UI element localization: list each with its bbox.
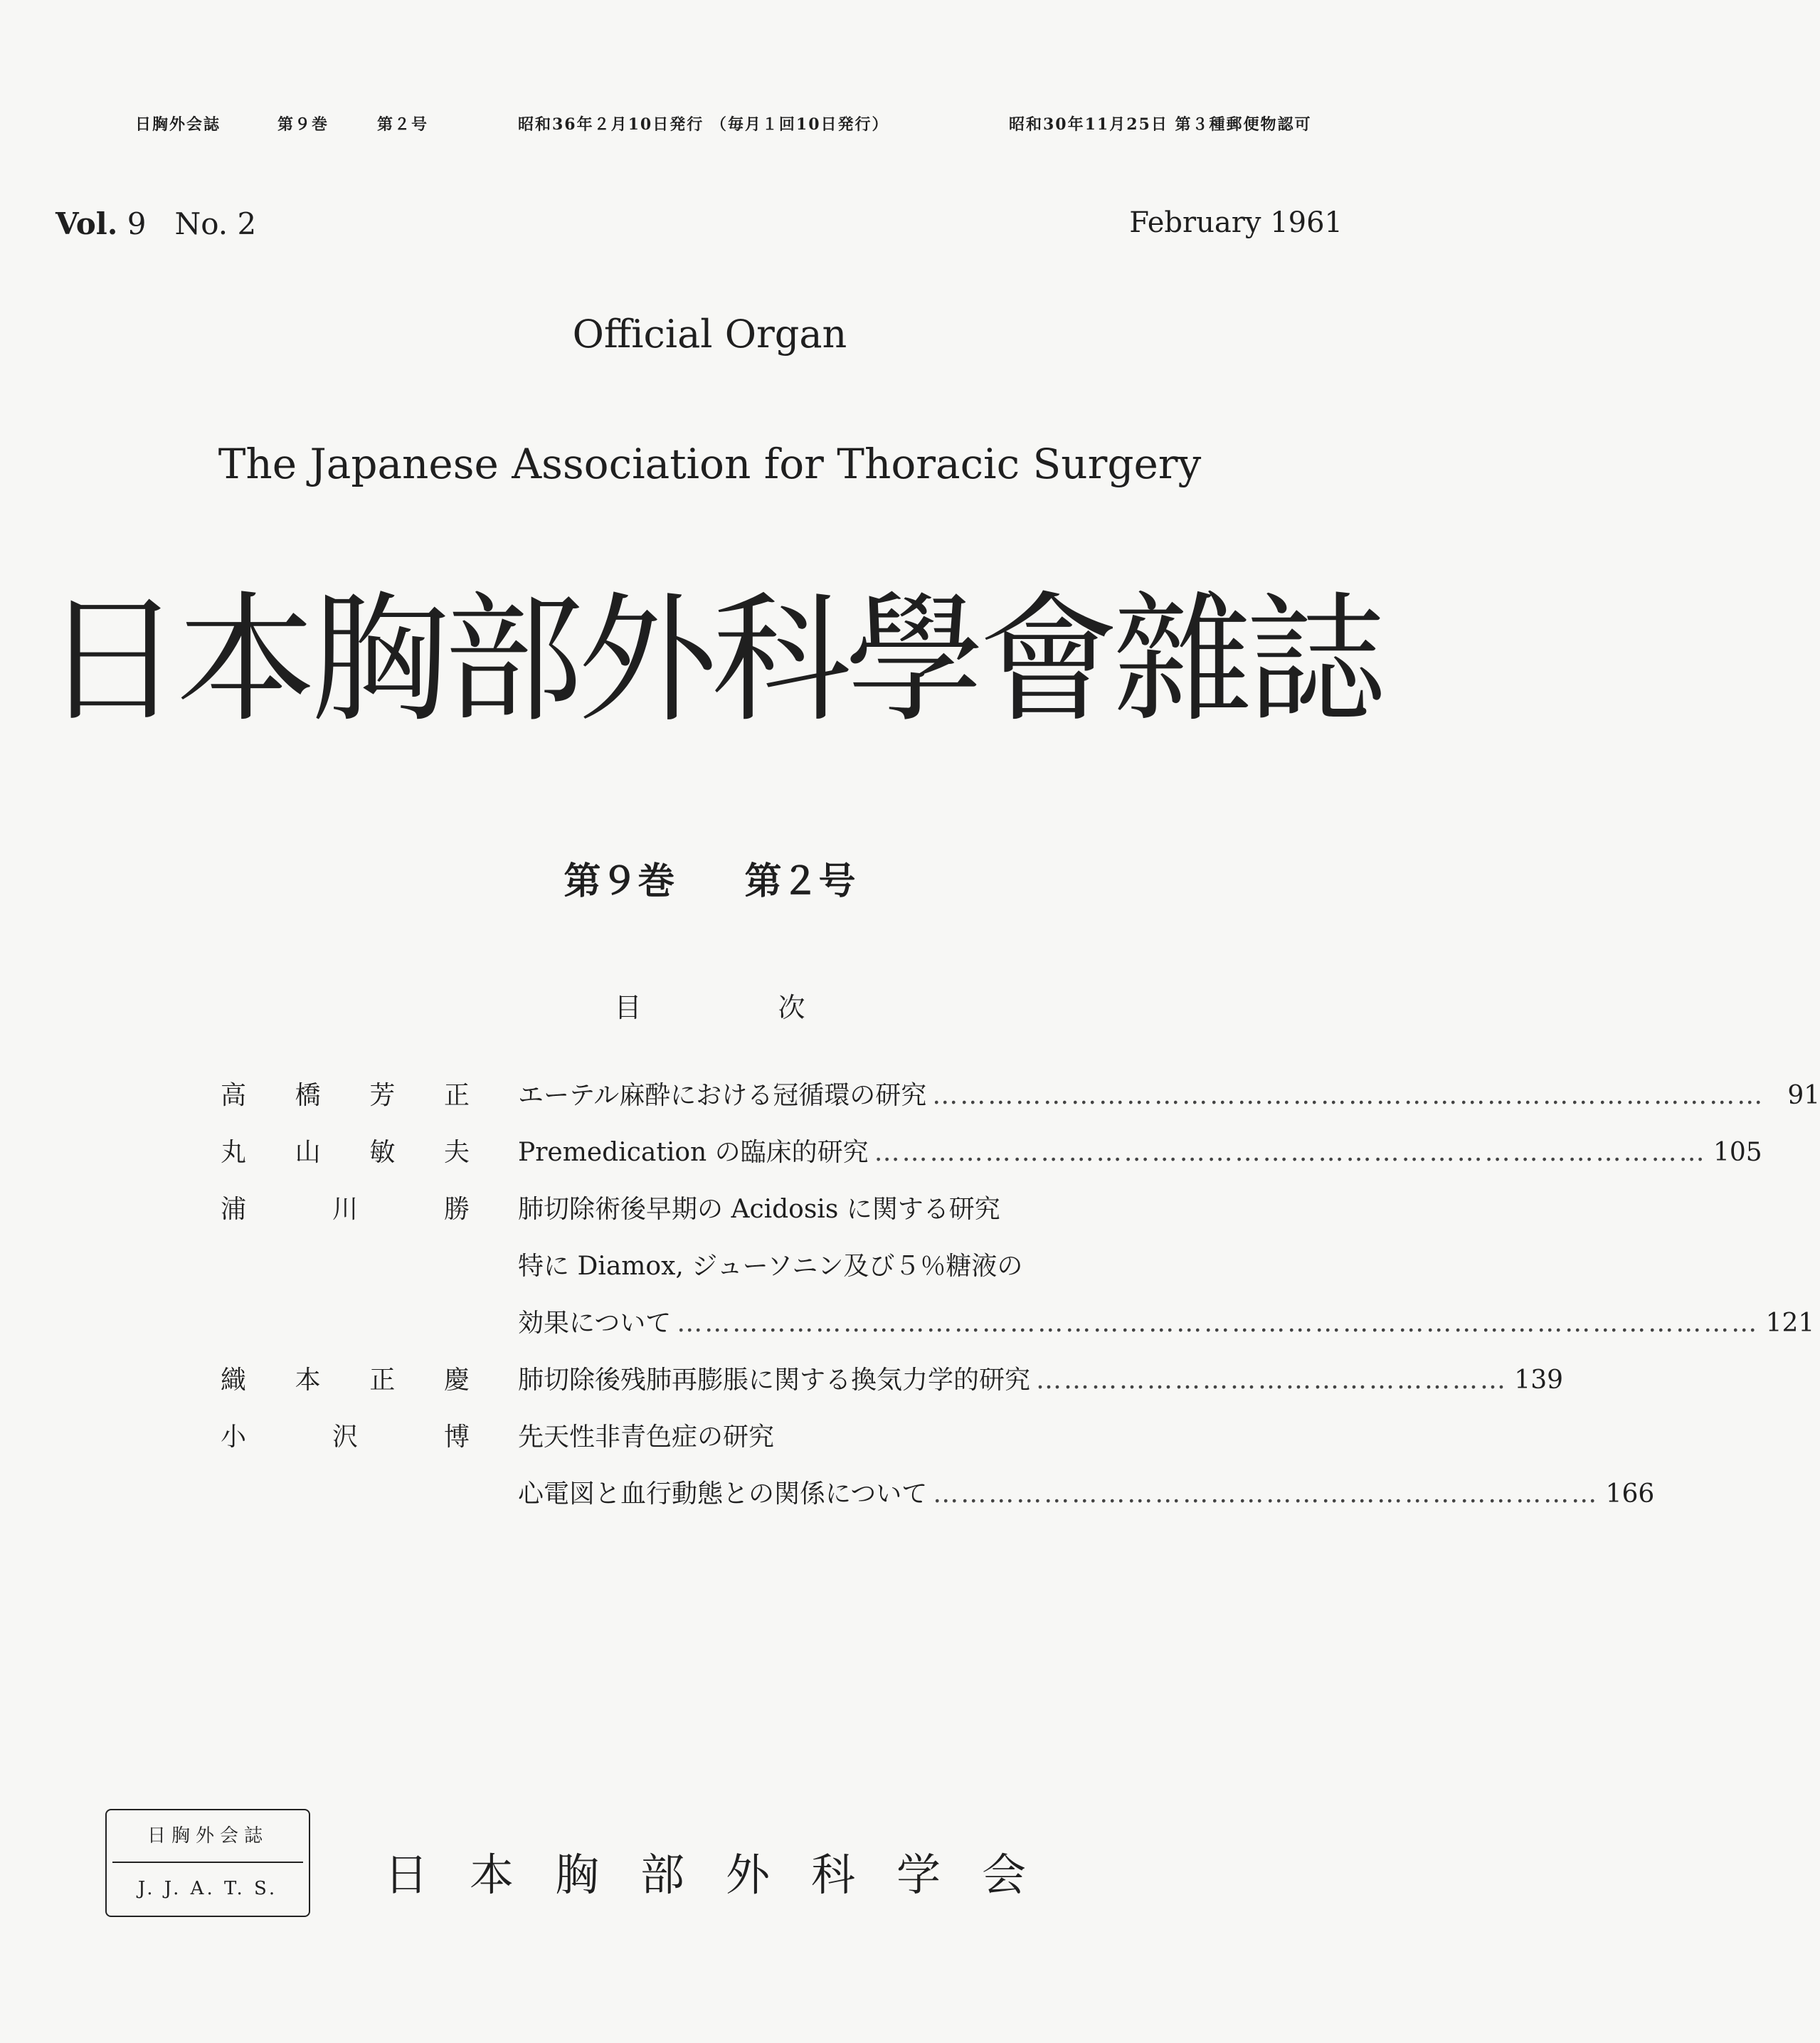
title-char: 誌 [1247,579,1387,741]
vol-label: Vol. [55,206,118,241]
author-char: 本 [295,1366,321,1395]
author-char: 浦 [221,1195,247,1224]
toc-title: 特に Diamox, ジューソニン及び５％糖液の [518,1252,1023,1281]
society-name: 日本胸部外科学会 [384,1849,1068,1901]
title-char: 雜 [1113,579,1253,741]
volume-label: 第９巻 [564,860,675,903]
title-char: 日 [43,579,183,741]
title-char: 會 [979,579,1119,741]
stamp-en: J. J. A. T. S. [137,1878,278,1899]
author-char: 正 [443,1081,470,1110]
toc-row [221,1352,1564,1409]
author-char: 敏 [369,1138,396,1167]
toc-row [221,1067,1820,1124]
toc-author [221,1067,470,1124]
stamp-ja: 日胸外会誌 [112,1810,303,1863]
masthead-postal: 昭和30年11月25日 第３種郵便物認可 [1009,115,1312,134]
title-char: 外 [578,579,718,741]
toc-title: 先天性非青色症の研究 [518,1422,775,1452]
issue-date: February 1961 [1129,206,1343,239]
toc-leader: ……………………………………………………………………………………………………… [677,1309,1760,1338]
toc-row [221,1124,1762,1181]
toc-entry[interactable] [518,1295,1815,1352]
author-char: 高 [221,1081,247,1110]
author-char: 正 [369,1366,396,1395]
contents-heading-char: 目 [614,992,642,1023]
toc-row [221,1295,1815,1352]
author-char: 夫 [443,1138,470,1167]
contents-heading-char: 次 [778,992,805,1023]
table-of-contents [221,1067,1820,1523]
toc-entry[interactable] [518,1466,1655,1523]
journal-stamp-box [105,1809,310,1917]
contents-heading [0,986,1419,1025]
official-organ: Official Organ [572,312,847,357]
no-label: No. [174,206,228,241]
volume-issue [0,851,1419,904]
title-char: 學 [845,579,985,741]
toc-page: 121 [1765,1309,1815,1338]
volume-number-line [55,206,256,241]
toc-row [221,1466,1655,1523]
author-char: 橋 [295,1081,321,1110]
author-char: 織 [221,1366,247,1395]
toc-title: 肺切除術後早期の Acidosis に関する研究 [518,1195,1000,1224]
toc-page: 105 [1713,1138,1762,1167]
masthead-issue: 第２号 [377,115,429,134]
masthead-journal-abbr: 日胸外会誌 [135,115,221,134]
toc-title: エーテル麻酔における冠循環の研究 [518,1081,927,1110]
toc-title: 心電図と血行動態との関係について [518,1479,928,1509]
vol-num: 9 [127,206,147,241]
title-char: 胸 [310,579,450,741]
toc-author [221,1181,470,1238]
author-char: 川 [332,1195,358,1224]
author-char: 慶 [443,1366,470,1395]
toc-leader: ……………………………………………………………… [933,1479,1599,1509]
author-char: 小 [221,1422,247,1452]
author-char: 山 [295,1138,321,1167]
toc-leader: ……………………………………………………………………………… [874,1138,1707,1167]
author-char: 博 [443,1422,470,1452]
issue-label: 第２号 [744,860,856,903]
toc-entry[interactable] [518,1124,1762,1181]
toc-entry[interactable] [518,1352,1564,1409]
toc-leader: ……………………………………………………………………………… [932,1081,1765,1110]
title-char: 本 [176,579,317,741]
toc-entry[interactable] [518,1067,1820,1124]
journal-title [43,579,1387,741]
toc-author [221,1409,470,1466]
no-num: 2 [237,206,257,241]
author-char: 芳 [369,1081,396,1110]
toc-entry[interactable] [518,1409,1251,1466]
toc-page: 91 [1787,1081,1820,1110]
author-char: 沢 [332,1422,358,1452]
toc-entry[interactable] [518,1238,1251,1295]
toc-author [221,1124,470,1181]
toc-row [221,1238,1252,1295]
association-name: The Japanese Association for Thoracic Surgery [218,440,1202,488]
toc-leader: …………………………………………… [1036,1366,1508,1395]
toc-title: 肺切除後残肺再膨脹に関する換気力学的研究 [518,1366,1031,1395]
toc-entry[interactable] [518,1181,1251,1238]
title-char: 部 [444,579,584,741]
title-char: 科 [711,579,852,741]
toc-title: Premedication の臨床的研究 [518,1138,869,1167]
masthead-volume: 第９巻 [277,115,329,134]
toc-page: 139 [1514,1366,1564,1395]
toc-page: 166 [1605,1479,1655,1509]
author-char: 勝 [443,1195,470,1224]
masthead-published: 昭和36年２月10日発行 （毎月１回10日発行） [518,115,889,134]
toc-author [221,1352,470,1409]
toc-row [221,1409,1252,1466]
author-char: 丸 [221,1138,247,1167]
toc-row [221,1181,1252,1238]
toc-title: 効果について [518,1309,672,1338]
